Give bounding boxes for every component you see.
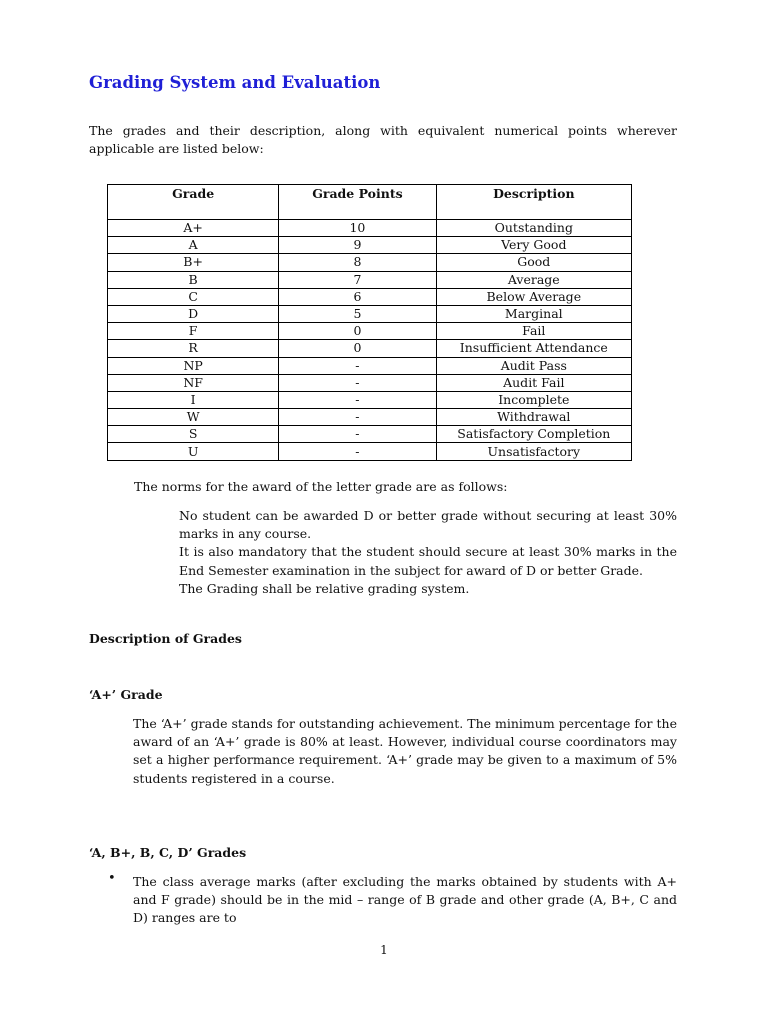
table-row (108, 426, 632, 443)
grade-cell: R (108, 340, 279, 357)
grade-points-cell: - (279, 357, 436, 374)
description-cell: Below Average (436, 288, 631, 305)
description-cell: Fail (436, 323, 631, 340)
table-row (108, 288, 632, 305)
grade-points-cell: 5 (279, 305, 436, 322)
grade-cell: C (108, 288, 279, 305)
abcd-grades-heading: ‘A, B+, B, C, D’ Grades (89, 845, 247, 860)
grades-table (107, 184, 632, 461)
grade-cell: S (108, 426, 279, 443)
table-header-row (108, 185, 632, 220)
table-row (108, 305, 632, 322)
description-cell: Withdrawal (436, 409, 631, 426)
table-row (108, 391, 632, 408)
bullet-item (108, 873, 677, 928)
norm-item: No student can be awarded D or better grade without securing at least 30% marks in any course. (179, 508, 677, 542)
bullet-text: The class average marks (after excluding the marks obtained by students with A+ and F grade) should be in the mid – range of B grade and other grade (A, B+, C and D) ranges are to (133, 874, 677, 926)
grade-points-cell: - (279, 443, 436, 460)
description-heading: Description of Grades (89, 631, 242, 646)
header-description: Description (436, 185, 631, 220)
grade-points-cell: 0 (279, 323, 436, 340)
description-cell: Audit Pass (436, 357, 631, 374)
description-cell: Insufficient Attendance (436, 340, 631, 357)
table-row (108, 357, 632, 374)
description-cell: Marginal (436, 305, 631, 322)
table-row (108, 271, 632, 288)
grade-points-cell: 9 (279, 237, 436, 254)
intro-paragraph: The grades and their description, along with equivalent numerical points wherever applicable are listed below: (89, 123, 677, 156)
description-cell: Audit Fail (436, 374, 631, 391)
grade-points-cell: 8 (279, 254, 436, 271)
norm-item: The Grading shall be relative grading system. (179, 580, 470, 596)
grade-points-cell: 6 (279, 288, 436, 305)
header-grade-points: Grade Points (279, 185, 436, 220)
table-row (108, 254, 632, 271)
grade-points-cell: 0 (279, 340, 436, 357)
page-title: Grading System and Evaluation (89, 73, 381, 92)
grade-cell: A (108, 237, 279, 254)
grade-points-cell: 7 (279, 271, 436, 288)
table-row (108, 409, 632, 426)
norms-intro: The norms for the award of the letter grade are as follows: (134, 479, 508, 494)
grade-cell: D (108, 305, 279, 322)
grade-cell: NP (108, 357, 279, 374)
description-cell: Outstanding (436, 220, 631, 237)
grade-cell: U (108, 443, 279, 460)
grade-points-cell: - (279, 391, 436, 408)
table-row (108, 323, 632, 340)
description-cell: Average (436, 271, 631, 288)
aplus-grade-heading: ‘A+’ Grade (89, 687, 163, 702)
grade-points-cell: - (279, 426, 436, 443)
grade-cell: B (108, 271, 279, 288)
aplus-grade-paragraph: The ‘A+’ grade stands for outstanding achievement. The minimum percentage for the award of an ‘A+’ grade is 80% at least. However, individual course coordinators may set a higher performance requirement. ‘A+’ grade may be given to a maximum of 5% students registered in a course. (133, 716, 677, 786)
grade-cell: NF (108, 374, 279, 391)
header-grade: Grade (108, 185, 279, 220)
table-row (108, 374, 632, 391)
norm-item: It is also mandatory that the student should secure at least 30% marks in the End Semester examination in the subject for award of D or better Grade. (179, 544, 677, 578)
description-cell: Very Good (436, 237, 631, 254)
page-number: 1 (380, 943, 388, 957)
table-row (108, 340, 632, 357)
description-cell: Satisfactory Completion (436, 426, 631, 443)
grade-points-cell: - (279, 409, 436, 426)
grade-cell: W (108, 409, 279, 426)
table-row (108, 220, 632, 237)
description-cell: Incomplete (436, 391, 631, 408)
grade-cell: F (108, 323, 279, 340)
description-cell: Good (436, 254, 631, 271)
grade-cell: B+ (108, 254, 279, 271)
grade-points-cell: 10 (279, 220, 436, 237)
table-row (108, 237, 632, 254)
table-row (108, 443, 632, 460)
grade-points-cell: - (279, 374, 436, 391)
grades-table-body (108, 220, 632, 461)
description-cell: Unsatisfactory (436, 443, 631, 460)
bullet-icon: • (108, 871, 116, 886)
norms-list (179, 507, 677, 598)
grade-cell: A+ (108, 220, 279, 237)
grade-cell: I (108, 391, 279, 408)
